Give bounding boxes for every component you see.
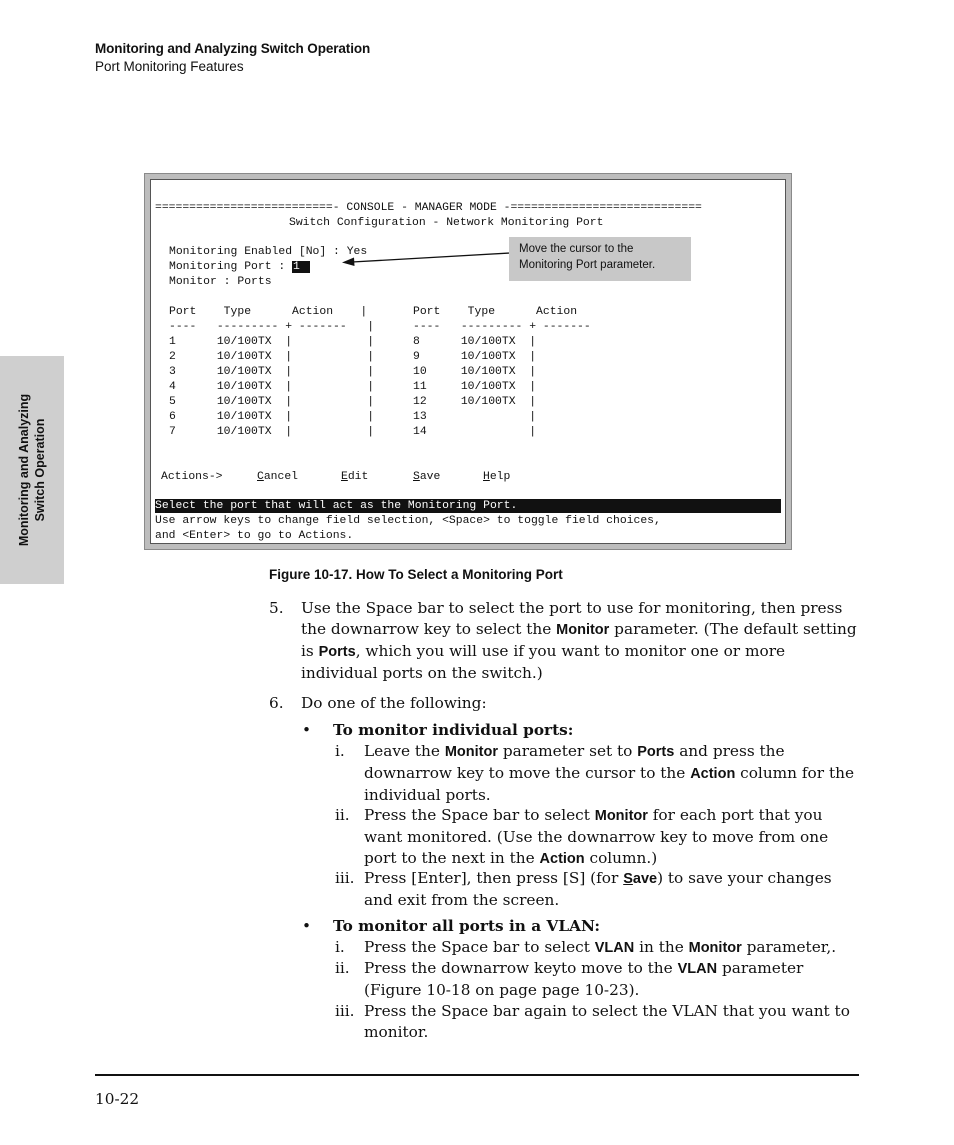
figure-callout	[509, 237, 691, 281]
port-row-left[interactable]: 3 10/100TX | |	[169, 366, 375, 378]
field-monitor[interactable]: Monitor : Ports	[169, 276, 272, 288]
bullet-1-iii-text: Press [Enter], then press [S] (for Save) to save your changes and exit from the screen.	[364, 869, 832, 909]
console-status-line: Select the port that will act as the Monitoring Port.	[155, 499, 781, 513]
step-6-text: Do one of the following:	[301, 694, 487, 712]
port-row-left[interactable]: 5 10/100TX | |	[169, 396, 375, 408]
action-cancel[interactable]: Cancel	[257, 471, 299, 483]
console-help-line-2: and <Enter> to go to Actions.	[155, 530, 354, 542]
bullet-1-mark: •	[302, 721, 312, 739]
port-table-separator-left: ---- --------- + ------- |	[169, 321, 375, 333]
bullet-1-ii-text: Press the Space bar to select Monitor for each port that you want monitored. (Use the downarrow key to move from one port to the next in the Action column.)	[364, 806, 829, 867]
bullet-2-ii-text: Press the downarrow keyto move to the VLAN parameter (Figure 10-18 on page page 10-23).	[364, 959, 804, 999]
bullet-2-ii-number: ii.	[335, 959, 350, 977]
footer-rule	[95, 1074, 859, 1076]
running-header-subtitle: Port Monitoring Features	[95, 59, 244, 74]
bullet-2-i-text: Press the Space bar to select VLAN in the Monitor parameter,.	[364, 938, 837, 956]
bullet-1-heading: To monitor individual ports:	[333, 721, 574, 739]
port-row-left[interactable]: 6 10/100TX | |	[169, 411, 375, 423]
port-row-right[interactable]: 11 10/100TX |	[413, 381, 537, 393]
actions-label: Actions->	[161, 471, 223, 483]
port-table-separator-right: ---- --------- + -------	[413, 321, 591, 333]
console-screen	[150, 179, 786, 544]
callout-arrow-icon	[340, 250, 512, 270]
field-monitoring-enabled[interactable]: Monitoring Enabled [No] : Yes	[169, 246, 368, 258]
step-5-number: 5.	[269, 599, 284, 617]
port-row-right[interactable]: 13 |	[413, 411, 537, 423]
field-monitoring-port-label: Monitoring Port :	[169, 261, 293, 273]
callout-line-1: Move the cursor to the	[519, 243, 634, 255]
bullet-1-ii-number: ii.	[335, 806, 350, 824]
port-row-left[interactable]: 1 10/100TX | |	[169, 336, 375, 348]
bullet-1-i-text: Leave the Monitor parameter set to Ports and press the downarrow key to move the cursor to the Action column for the individual ports.	[364, 742, 854, 804]
chapter-side-tab-label	[16, 356, 48, 584]
step-5-text: Use the Space bar to select the port to use for monitoring, then press the downarrow key to select the Monitor parameter. (The default setting is Ports, which you will use if you want to monitor one or more individual ports on the switch.)	[301, 599, 857, 682]
bullet-1-i-number: i.	[335, 742, 345, 760]
bullet-2-i-number: i.	[335, 938, 345, 956]
bullet-2-iii-text: Press the Space bar again to select the VLAN that you want to monitor.	[364, 1002, 850, 1041]
bullet-2-mark: •	[302, 917, 312, 935]
port-table-header-right: Port Type Action	[413, 306, 578, 318]
console-screen-title: Switch Configuration - Network Monitoring Port	[289, 217, 604, 229]
figure-caption: Figure 10-17. How To Select a Monitoring Port	[269, 567, 563, 582]
page-number: 10-22	[95, 1090, 140, 1108]
console-help-line-1: Use arrow keys to change field selection, <Space> to toggle field choices,	[155, 515, 661, 527]
console-screenshot-frame	[144, 173, 792, 550]
step-6-number: 6.	[269, 694, 284, 712]
port-row-left[interactable]: 7 10/100TX | |	[169, 426, 375, 438]
bullet-2-heading: To monitor all ports in a VLAN:	[333, 917, 601, 935]
bullet-2-iii-number: iii.	[335, 1002, 355, 1020]
bullet-1-iii-number: iii.	[335, 869, 355, 887]
side-tab-line-2: Switch Operation	[33, 418, 47, 522]
console-banner: ==========================- CONSOLE - MANAGER MODE -============================	[155, 202, 702, 214]
side-tab-line-1: Monitoring and Analyzing	[17, 393, 31, 547]
action-save[interactable]: Save	[413, 471, 441, 483]
port-row-left[interactable]: 4 10/100TX | |	[169, 381, 375, 393]
running-header-title: Monitoring and Analyzing Switch Operation	[95, 41, 371, 56]
port-row-left[interactable]: 2 10/100TX | |	[169, 351, 375, 363]
port-row-right[interactable]: 8 10/100TX |	[413, 336, 537, 348]
callout-line-2: Monitoring Port parameter.	[519, 259, 656, 271]
action-help[interactable]: Help	[483, 471, 511, 483]
monitoring-port-cursor[interactable]: 1	[292, 261, 310, 273]
port-row-right[interactable]: 14 |	[413, 426, 537, 438]
port-row-right[interactable]: 10 10/100TX |	[413, 366, 537, 378]
port-row-right[interactable]: 9 10/100TX |	[413, 351, 537, 363]
chapter-side-tab	[0, 356, 64, 584]
action-edit[interactable]: Edit	[341, 471, 369, 483]
port-table-header-left: Port Type Action |	[169, 306, 368, 318]
field-monitoring-port[interactable]	[169, 260, 310, 274]
port-row-right[interactable]: 12 10/100TX |	[413, 396, 537, 408]
